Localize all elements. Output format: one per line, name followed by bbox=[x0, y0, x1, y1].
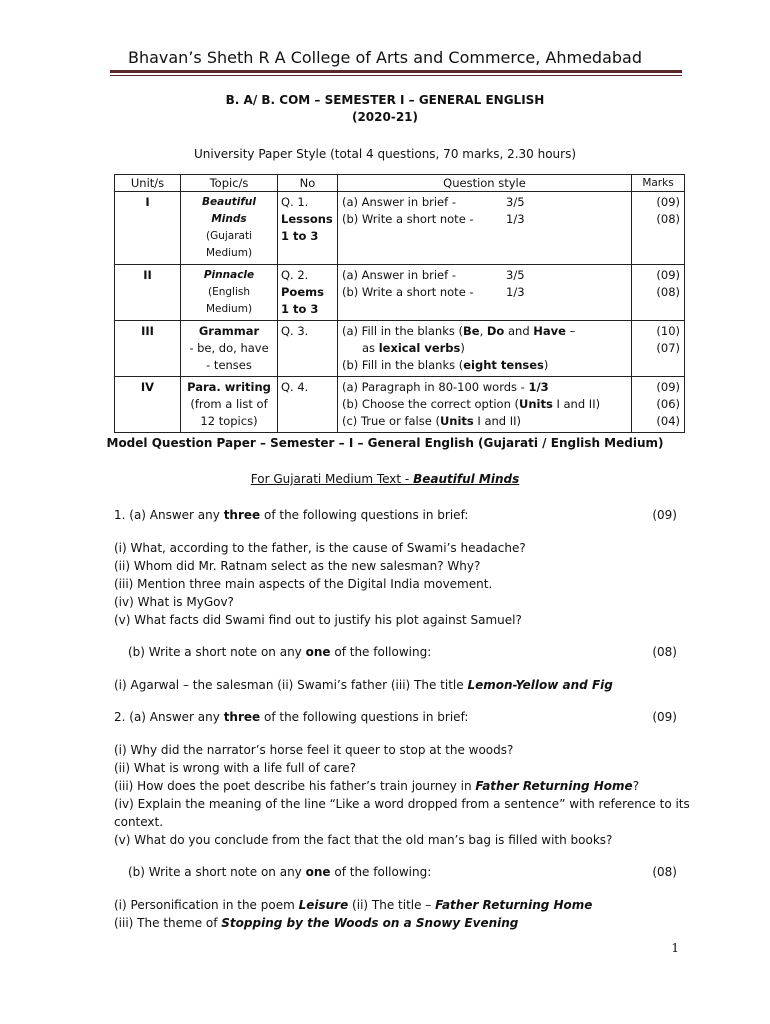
topic-sub: (English Medium) bbox=[205, 286, 253, 315]
marks-cell bbox=[632, 192, 685, 265]
question-2a: 2. (a) Answer any three of the following questions in brief: bbox=[114, 710, 469, 724]
style-line: (b) Write a short note - 1/3 bbox=[342, 285, 525, 299]
no-cell bbox=[278, 192, 338, 265]
question-2a-marks: (09) bbox=[652, 710, 677, 724]
marks-value: (08) bbox=[656, 212, 680, 226]
table-row bbox=[115, 192, 685, 265]
style-line: (a) Answer in brief - 3/5 bbox=[342, 268, 525, 282]
style-line: (a) Answer in brief - 3/5 bbox=[342, 195, 525, 209]
question-2b-options: (iii) The theme of Stopping by the Woods on a Snowy Evening bbox=[114, 916, 519, 930]
header-marks: Marks bbox=[632, 175, 685, 192]
question-no-sub: Poems 1 to 3 bbox=[281, 285, 324, 316]
marks-value: (09) bbox=[656, 268, 680, 282]
question-style-cell bbox=[338, 321, 632, 377]
college-header: Bhavan’s Sheth R A College of Arts and Commerce, Ahmedabad bbox=[127, 48, 643, 67]
question-1b-marks: (08) bbox=[652, 645, 677, 659]
question-no: Q. 1. bbox=[281, 195, 309, 209]
list-item: (ii) What is wrong with a life full of care? bbox=[114, 761, 357, 775]
header-question-style: Question style bbox=[338, 175, 632, 192]
question-style-cell bbox=[338, 192, 632, 265]
topic-cell bbox=[181, 192, 278, 265]
marks-cell bbox=[632, 377, 685, 433]
page-number: 1 bbox=[671, 941, 679, 955]
question-style-cell bbox=[338, 377, 632, 433]
topic-sub: 12 topics) bbox=[200, 414, 258, 428]
topic-cell bbox=[181, 377, 278, 433]
no-cell bbox=[278, 265, 338, 321]
document-title: B. A/ B. COM – SEMESTER I – GENERAL ENGLISH bbox=[225, 93, 545, 107]
topic-main: Para. writing bbox=[187, 380, 271, 394]
topic-sub: - be, do, have bbox=[189, 341, 269, 355]
list-item: (v) What do you conclude from the fact that the old man’s bag is filled with books? bbox=[114, 833, 613, 847]
list-item: (iv) Explain the meaning of the line “Like a word dropped from a sentence” with reference to its bbox=[114, 797, 690, 811]
list-item: (i) Why did the narrator’s horse feel it queer to stop at the woods? bbox=[114, 743, 514, 757]
marks-value: (08) bbox=[656, 285, 680, 299]
marks-value: (07) bbox=[656, 341, 680, 355]
list-item: (iii) How does the poet describe his father’s train journey in Father Returning Home? bbox=[114, 779, 640, 793]
topic-main: Beautiful Minds bbox=[202, 196, 256, 225]
style-line: (a) Fill in the blanks (Be, Do and Have – bbox=[342, 324, 576, 338]
list-item: (i) What, according to the father, is the cause of Swami’s headache? bbox=[114, 541, 526, 555]
unit-cell: III bbox=[115, 321, 181, 377]
model-paper-title: Model Question Paper – Semester – I – General English (Gujarati / English Medium) bbox=[106, 436, 664, 450]
question-no: Q. 2. bbox=[281, 268, 309, 282]
no-cell: Q. 3. bbox=[278, 321, 338, 377]
table-row bbox=[115, 377, 685, 433]
marks-cell bbox=[632, 321, 685, 377]
marks-value: (06) bbox=[656, 397, 680, 411]
style-line: (c) True or false (Units I and II) bbox=[342, 414, 522, 428]
header-rule-thin bbox=[110, 75, 682, 76]
topic-cell bbox=[181, 265, 278, 321]
topic-sub: (Gujarati Medium) bbox=[205, 230, 253, 259]
question-1b: (b) Write a short note on any one of the following: bbox=[128, 645, 432, 659]
medium-line: For Gujarati Medium Text - Beautiful Minds bbox=[250, 472, 520, 486]
question-1a-marks: (09) bbox=[652, 508, 677, 522]
syllabus-table bbox=[114, 174, 685, 433]
topic-main: Pinnacle bbox=[203, 269, 255, 281]
style-line: as lexical verbs) bbox=[362, 341, 465, 355]
table-row bbox=[115, 265, 685, 321]
question-2b: (b) Write a short note on any one of the following: bbox=[128, 865, 432, 879]
list-item: (ii) Whom did Mr. Ratnam select as the new salesman? Why? bbox=[114, 559, 481, 573]
topic-main: Grammar bbox=[198, 324, 260, 338]
style-line: (b) Write a short note - 1/3 bbox=[342, 212, 525, 226]
list-item: (v) What facts did Swami find out to justify his plot against Samuel? bbox=[114, 613, 522, 627]
marks-value: (09) bbox=[656, 195, 680, 209]
list-item: (iv) What is MyGov? bbox=[114, 595, 234, 609]
question-no-sub: Lessons 1 to 3 bbox=[281, 212, 333, 243]
paper-style-line: University Paper Style (total 4 questions, 70 marks, 2.30 hours) bbox=[193, 147, 577, 161]
marks-value: (04) bbox=[656, 414, 680, 428]
style-line: (b) Fill in the blanks (eight tenses) bbox=[342, 358, 549, 372]
marks-value: (10) bbox=[656, 324, 680, 338]
table-header-row bbox=[115, 175, 685, 192]
header-topic: Topic/s bbox=[181, 175, 278, 192]
no-cell: Q. 4. bbox=[278, 377, 338, 433]
question-style-cell bbox=[338, 265, 632, 321]
header-unit: Unit/s bbox=[115, 175, 181, 192]
style-line: (a) Paragraph in 80-100 words - 1/3 bbox=[342, 380, 549, 394]
marks-cell bbox=[632, 265, 685, 321]
list-item: context. bbox=[114, 815, 164, 829]
style-line: (b) Choose the correct option (Units I and II) bbox=[342, 397, 601, 411]
unit-cell: IV bbox=[115, 377, 181, 433]
unit-cell: I bbox=[115, 192, 181, 265]
marks-value: (09) bbox=[656, 380, 680, 394]
unit-cell: II bbox=[115, 265, 181, 321]
topic-sub: - tenses bbox=[206, 358, 252, 372]
question-2b-options: (i) Personification in the poem Leisure (ii) The title – Father Returning Home bbox=[114, 898, 593, 912]
academic-year: (2020-21) bbox=[351, 110, 419, 124]
topic-sub: (from a list of bbox=[190, 397, 268, 411]
header-rule bbox=[110, 70, 682, 73]
header-no: No bbox=[278, 175, 338, 192]
question-1a: 1. (a) Answer any three of the following questions in brief: bbox=[114, 508, 469, 522]
question-1b-options: (i) Agarwal – the salesman (ii) Swami’s father (iii) The title Lemon-Yellow and Fig bbox=[114, 678, 613, 692]
question-2b-marks: (08) bbox=[652, 865, 677, 879]
topic-cell bbox=[181, 321, 278, 377]
list-item: (iii) Mention three main aspects of the Digital India movement. bbox=[114, 577, 493, 591]
table-row bbox=[115, 321, 685, 377]
